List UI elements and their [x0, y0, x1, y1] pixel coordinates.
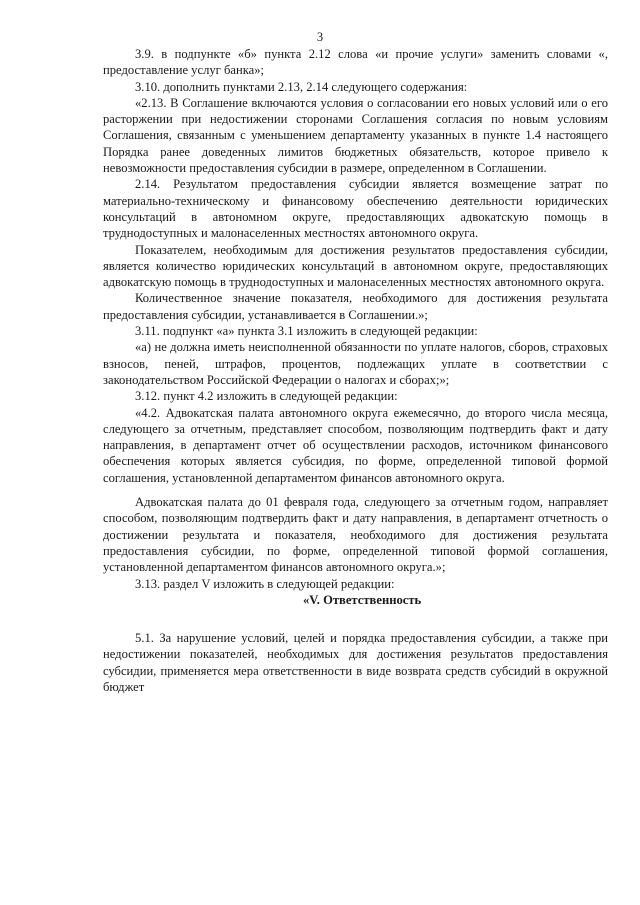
- paragraph-3-13: 3.13. раздел V изложить в следующей редакции:: [135, 576, 395, 591]
- paragraph-3-12: 3.12. пункт 4.2 изложить в следующей редакции:: [135, 389, 398, 404]
- document-body: [103, 46, 608, 695]
- paragraph-3-10: 3.10. дополнить пунктами 2.13, 2.14 следующего содержания:: [135, 79, 468, 94]
- paragraph-subpoint-a: «а) не должна иметь неисполненной обязанности по уплате налогов, сборов, страховых взносов, пеней, штрафов, процентов, подлежащих уплате в соответствии с законодательством Российской Федерации о налогах и сборах;»;: [103, 340, 608, 387]
- paragraph-2-14: 2.14. Результатом предоставления субсидии является возмещение затрат по материально-техническому и финансовому обеспечению деятельности юридических консультаций в автономном округе, предоставляющих адвокатскую помощь в труднодоступных и малонаселенных местностях автономного округа.: [103, 177, 608, 241]
- paragraph-2-13: «2.13. В Соглашение включаются условия о согласовании его новых условий или о его расторжении при недостижении сторонами Соглашения согласия по новым условиям Соглашения, связанным с уменьшением департаменту указанных в пункте 1.4 настоящего Порядка ранее доведенных лимитов бюджетных обязательств, которое привело к невозможности предоставления субсидии в размере, определенном в Соглашении.: [103, 95, 608, 176]
- paragraph-indicator: Показателем, необходимым для достижения результатов предоставления субсидии, является количество юридических консультаций в автономном округе, предоставляющих адвокатскую помощь в труднодоступных и малонаселенных местностях автономного округа.: [103, 242, 608, 290]
- paragraph-3-9: 3.9. в подпункте «б» пункта 2.12 слова «и прочие услуги» заменить словами «, предоставление услуг банка»;: [103, 47, 608, 78]
- page-number: 3: [316, 30, 324, 44]
- paragraph-3-11: 3.11. подпункт «а» пункта 3.1 изложить в следующей редакции:: [135, 324, 478, 339]
- paragraph-5-1: 5.1. За нарушение условий, целей и порядка предоставления субсидии, а также при недостижении показателей, необходимых для достижения результатов предоставления субсидии, применяется мера ответственности в виде возврата средств субсидий в окружной бюджет: [103, 631, 608, 694]
- section-heading: «V. Ответственность: [303, 592, 422, 607]
- paragraph-chamber-report: Адвокатская палата до 01 февраля года, следующего за отчетным годом, направляет способом, позволяющим подтвердить факт и дату направления, в департамент отчетность о достижении результата и показателя, необходимого для достижения результата предоставления субсидии, по форме, определенной типовой формой соглашения, установленной департаментом финансов автономного округа.»;: [103, 495, 608, 575]
- paragraph-indicator-value: Количественное значение показателя, необходимого для достижения результата предоставления субсидии, устанавливается в Соглашении.»;: [103, 291, 608, 322]
- paragraph-4-2: «4.2. Адвокатская палата автономного округа ежемесячно, до второго числа месяца, следующего за отчетным, представляет способом, позволяющим подтвердить факт и дату направления, в департамент отчет об осуществлении расходов, источником финансового обеспечения которых является субсидия, по форме, определенной типовой формой соглашения, установленной департаментом финансов автономного округа.: [103, 405, 608, 485]
